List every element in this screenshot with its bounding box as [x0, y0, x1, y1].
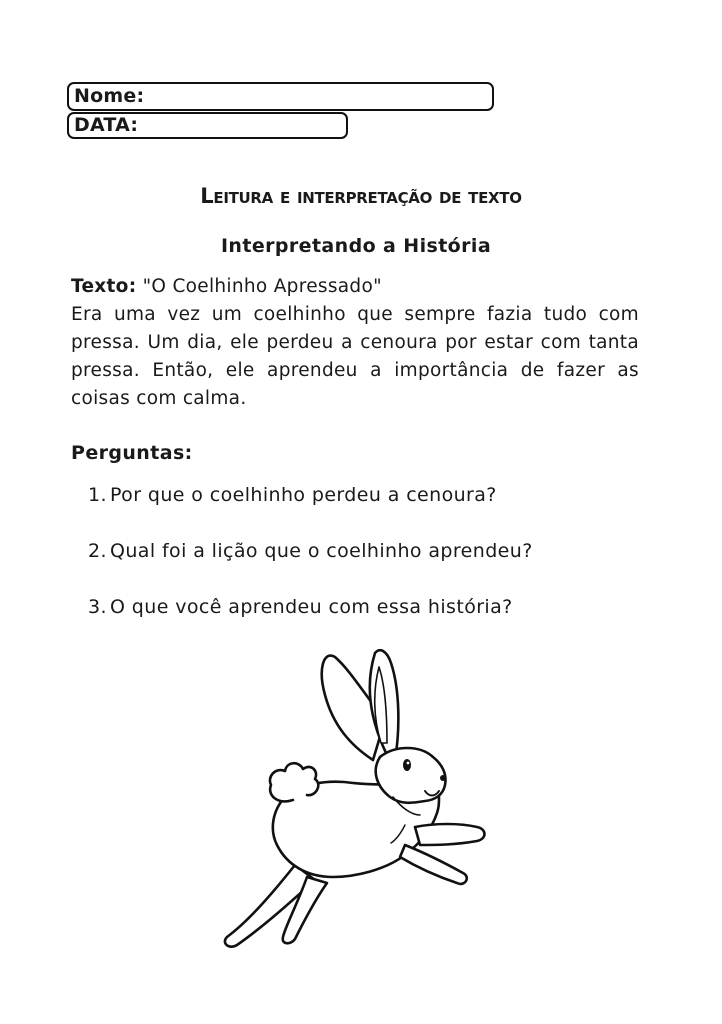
question-text: O que você aprendeu com essa história?	[110, 596, 513, 618]
question-text: Qual foi a lição que o coelhinho aprendeu?	[110, 540, 533, 562]
question-text: Por que o coelhinho perdeu a cenoura?	[110, 484, 497, 506]
question-item	[88, 484, 497, 506]
rabbit-icon	[215, 645, 505, 955]
page-title: Leitura e interpretação de texto	[200, 184, 522, 208]
question-item	[88, 540, 533, 562]
question-number: 3.	[88, 596, 107, 618]
date-label: DATA:	[74, 114, 139, 136]
story-section	[71, 273, 639, 413]
story-label: Texto:	[71, 276, 137, 297]
questions-label: Perguntas:	[71, 442, 193, 464]
question-item	[88, 596, 513, 618]
page-subtitle: Interpretando a História	[220, 235, 492, 257]
date-field[interactable]	[67, 112, 348, 139]
question-number: 2.	[88, 540, 107, 562]
story-title: "O Coelhinho Apressado"	[142, 276, 382, 297]
question-number: 1.	[88, 484, 107, 506]
name-field[interactable]	[67, 82, 494, 111]
story-body: Era uma vez um coelhinho que sempre fazia tudo com pressa. Um dia, ele perdeu a cenoura por estar com tanta pressa. Então, ele aprendeu a importância de fazer as coisas com calma.	[71, 304, 639, 409]
name-label: Nome:	[74, 85, 145, 107]
